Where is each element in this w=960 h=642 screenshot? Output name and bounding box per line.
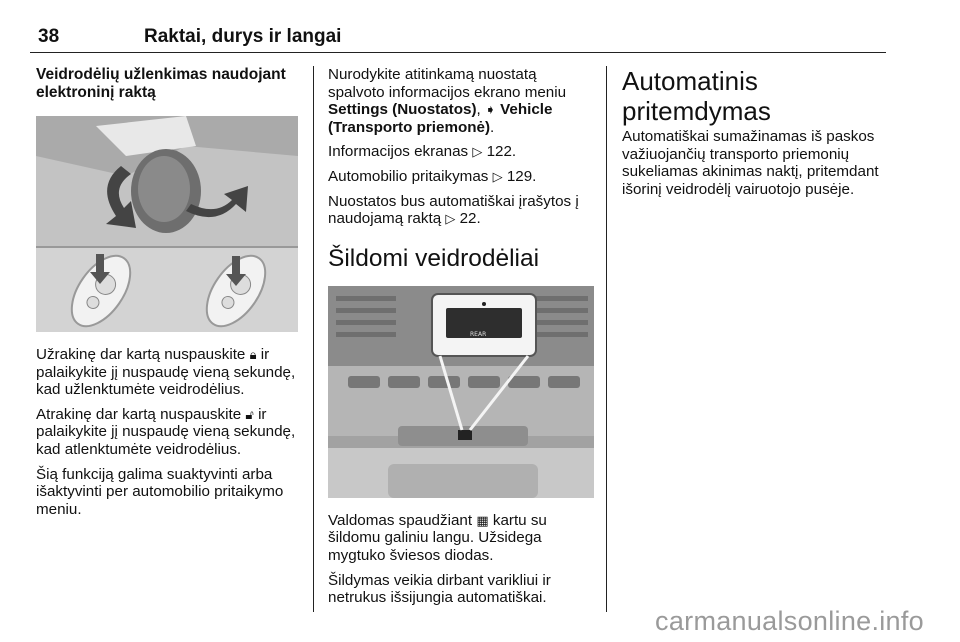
rear-button-label: REAR xyxy=(470,330,487,338)
paragraph: Automobilio pritaikymas ▷ 129. xyxy=(328,167,537,185)
paragraph: Nurodykite atitinkamą nuostatą spalvoto informacijos ekrano meniu Settings (Nuostatos), ➧ Vehicle (Transporto priemonė). xyxy=(328,66,567,136)
section-heading: Veidrodėlių užlenkimas naudojant elektroninį raktą xyxy=(36,66,286,101)
column-2 xyxy=(328,66,594,614)
column-3 xyxy=(622,66,890,205)
rear-defrost-icon: ▦ xyxy=(476,512,489,528)
page-ref-icon: ▷ xyxy=(492,168,503,184)
paragraph: Nuostatos bus automatiškai įrašytos į naudojamą raktą ▷ 22. xyxy=(328,192,579,228)
key-fob-figure xyxy=(36,246,298,332)
mirror-fold-figure xyxy=(36,116,298,246)
paragraph: Automatiškai sumažinamas iš paskos važiuojančių transporto priemonių sukeliamas akinimas naktį, pritemdant išorinį veidrodėlį vairuotojo pusėje. xyxy=(622,128,879,198)
page-ref-icon: ▷ xyxy=(472,144,483,160)
arrow-right-icon: ➧ xyxy=(484,102,496,118)
paragraph: Informacijos ekranas ▷ 122. xyxy=(328,143,517,161)
lock-icon: 🔒︎ xyxy=(249,347,257,362)
page-number: 38 xyxy=(38,26,60,47)
chapter-title: Raktai, durys ir langai xyxy=(144,26,342,47)
paragraph: Atrakinę dar kartą nuspauskite 🔓︎ ir palaikykite jį nuspaudę vieną sekundę, kad atlenktumėte veidrodėlius. xyxy=(36,405,296,458)
page-ref-icon: ▷ xyxy=(445,211,456,227)
column-divider xyxy=(313,66,314,612)
paragraph: Užrakinę dar kartą nuspauskite 🔒︎ ir palaikykite jį nuspaudę vieną sekundę, kad užlenktumėte veidrodėlius. xyxy=(36,346,296,399)
watermark: carmanualsonline.info xyxy=(655,606,924,636)
section-heading: Automatinis pritemdymas xyxy=(622,66,771,126)
page-header xyxy=(30,26,886,53)
section-heading: Šildomi veidrodėliai xyxy=(328,244,540,272)
paragraph: Valdomas spaudžiant ▦ kartu su šildomu galiniu langu. Užsidega mygtuko šviesos diodas. xyxy=(328,511,547,564)
paragraph: Šią funkciją galima suaktyvinti arba išaktyvinti per automobilio pritaikymo meniu. xyxy=(36,465,284,518)
paragraph: Šildymas veikia dirbant varikliui ir netrukus išsijungia automatiškai. xyxy=(328,571,551,607)
column-divider xyxy=(606,66,607,612)
unlock-icon: 🔓︎ xyxy=(245,406,254,422)
menu-settings: Settings (Nuostatos) xyxy=(328,101,477,119)
column-1 xyxy=(36,66,304,525)
menu-vehicle: Vehicle (Transporto priemonė) xyxy=(328,101,553,136)
heated-mirror-figure xyxy=(328,286,594,498)
